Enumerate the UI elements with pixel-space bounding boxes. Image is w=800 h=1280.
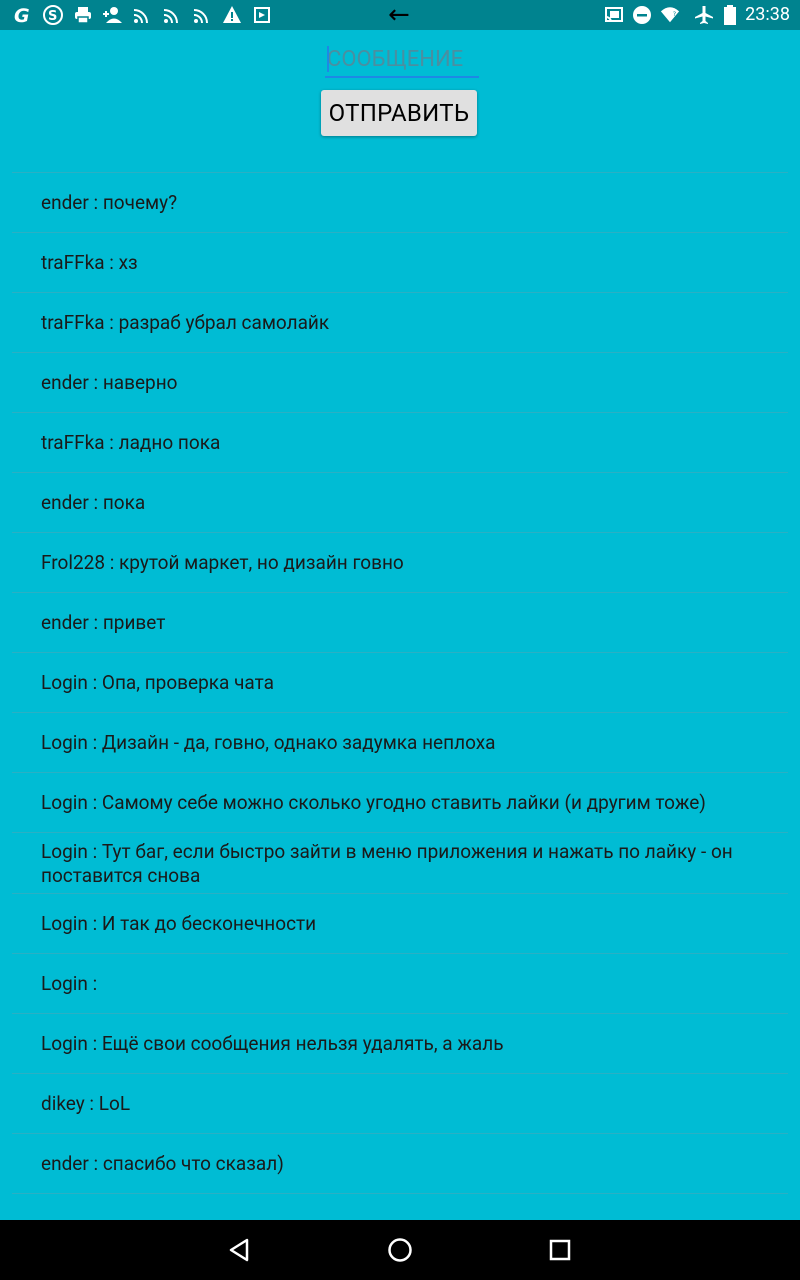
play-store-icon <box>252 5 272 25</box>
message-text: Login : Самому себе можно сколько угодно ставить лайки (и другим тоже) <box>41 791 706 814</box>
printer-icon <box>73 5 93 25</box>
list-item[interactable] <box>12 413 788 473</box>
cast-signal-icon <box>162 5 182 25</box>
s-app-icon <box>43 5 63 25</box>
message-text: Login : И так до бесконечности <box>41 912 317 935</box>
message-text: ender : спасибо что сказал) <box>41 1152 284 1175</box>
battery-icon <box>720 5 740 25</box>
list-item[interactable] <box>12 833 788 894</box>
list-item[interactable] <box>12 1014 788 1074</box>
message-text: ender : пока <box>41 491 146 514</box>
list-item[interactable] <box>12 773 788 833</box>
status-bar <box>0 0 800 30</box>
message-text: Frol228 : крутой маркет, но дизайн говно <box>41 551 404 574</box>
list-item[interactable] <box>12 1134 788 1194</box>
list-item[interactable] <box>12 1074 788 1134</box>
g-app-icon <box>12 5 32 25</box>
message-text: Login : <box>41 972 98 995</box>
cast-signal-icon <box>132 5 152 25</box>
list-item[interactable] <box>12 954 788 1014</box>
navigation-bar <box>0 1220 800 1280</box>
home-circle-icon[interactable] <box>380 1230 420 1270</box>
status-time: 23:38 <box>745 4 790 25</box>
list-item[interactable] <box>12 473 788 533</box>
svg-text:?: ? <box>672 10 677 18</box>
add-person-icon <box>102 5 122 25</box>
list-item[interactable] <box>12 293 788 353</box>
list-item[interactable] <box>12 593 788 653</box>
back-triangle-icon[interactable] <box>220 1230 260 1270</box>
message-text: traFFka : хз <box>41 251 138 274</box>
recents-square-icon[interactable] <box>540 1230 580 1270</box>
list-item[interactable] <box>12 353 788 413</box>
message-text: Login : Тут баг, если быстро зайти в меню приложения и нажать по лайку - он поставится снова <box>41 840 733 887</box>
message-text: dikey : LoL <box>41 1092 131 1115</box>
list-item[interactable] <box>12 533 788 593</box>
airplane-icon <box>694 5 714 25</box>
message-text: ender : привет <box>41 611 166 634</box>
list-item[interactable] <box>12 173 788 233</box>
list-item[interactable] <box>12 713 788 773</box>
list-item[interactable] <box>12 894 788 954</box>
do-not-disturb-icon <box>632 5 652 25</box>
list-item[interactable] <box>12 233 788 293</box>
compose-area <box>0 30 800 142</box>
back-arrow-icon[interactable]: ← <box>388 0 410 30</box>
warning-icon <box>222 5 242 25</box>
message-text: ender : наверно <box>41 371 178 394</box>
svg-text:G: G <box>14 5 30 25</box>
message-text: Login : Опа, проверка чата <box>41 671 274 694</box>
list-item[interactable] <box>12 142 788 173</box>
list-item[interactable] <box>12 653 788 713</box>
text-cursor <box>327 46 329 72</box>
message-list[interactable] <box>12 142 788 1220</box>
message-text: traFFka : ладно пока <box>41 431 221 454</box>
message-text: traFFka : разраб убрал самолайк <box>41 311 330 334</box>
wifi-icon <box>660 5 680 25</box>
svg-text:S: S <box>48 9 58 24</box>
message-text: Login : Дизайн - да, говно, однако задумка неплоха <box>41 731 496 754</box>
message-text: Login : Ещё свои сообщения нельзя удалять, а жаль <box>41 1032 504 1055</box>
cast-icon <box>604 5 624 25</box>
send-button[interactable]: ОТПРАВИТЬ <box>321 90 477 136</box>
message-input[interactable] <box>325 42 479 78</box>
message-text: ender : почему? <box>41 191 178 214</box>
cast-signal-icon <box>192 5 212 25</box>
